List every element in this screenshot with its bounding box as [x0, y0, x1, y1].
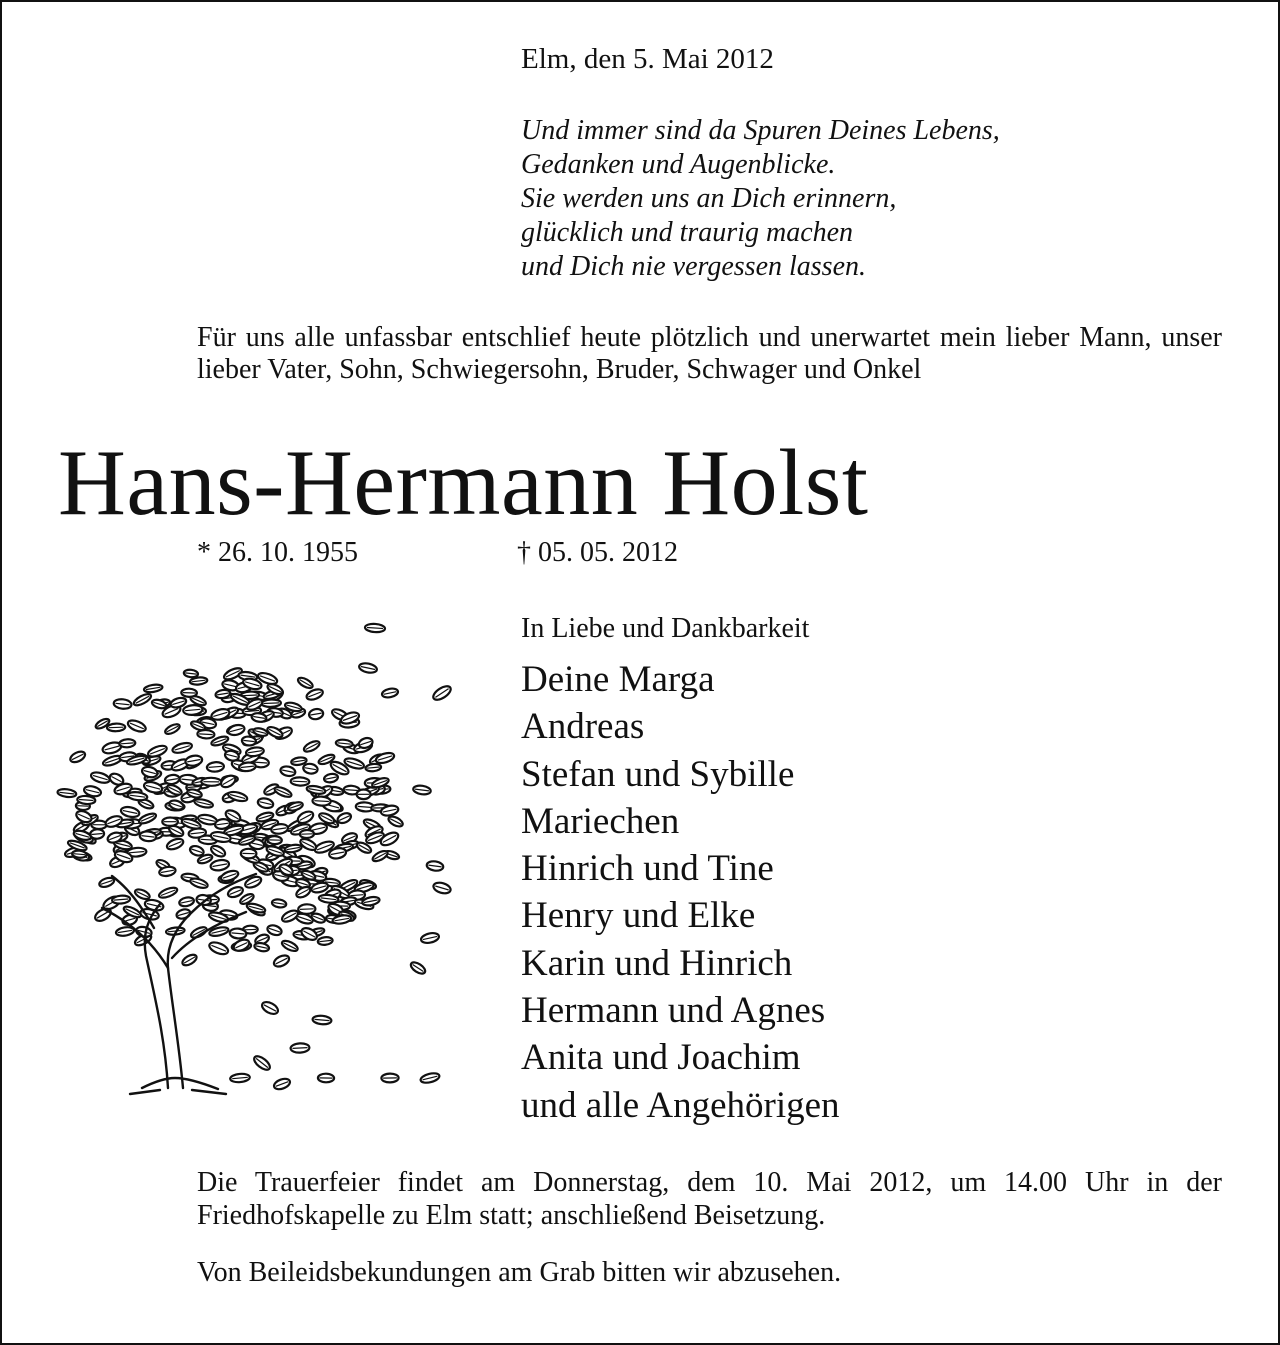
mourner-name: und alle Angehörigen [521, 1084, 840, 1126]
mourner-name: Hinrich und Tine [521, 848, 774, 890]
mourner-name: Stefan und Sybille [521, 753, 795, 795]
mourner-name: Anita und Joachim [521, 1037, 801, 1079]
death-date: † 05. 05. 2012 [517, 537, 678, 568]
mourner-name: Henry und Elke [521, 895, 756, 937]
mourner-name: Hermann und Agnes [521, 990, 826, 1032]
place-date: Elm, den 5. Mai 2012 [521, 43, 774, 75]
deceased-name: Hans-Hermann Holst [58, 431, 869, 535]
poem [521, 114, 1000, 284]
mourner-name: Deine Marga [521, 659, 715, 700]
dedication-line: In Liebe und Dankbarkeit [521, 613, 810, 644]
poem-line: und Dich nie vergessen lassen. [521, 251, 866, 282]
mourner-name: Karin und Hinrich [521, 942, 793, 984]
mourner-name: Andreas [521, 706, 645, 748]
mourner-name: Mariechen [521, 800, 680, 842]
funeral-service-info: Die Trauerfeier findet am Donnerstag, dem 10. Mai 2012, um 14.00 Uhr in der Friedhofskapelle zu Elm statt; anschließend Beisetzung. [197, 1167, 1222, 1231]
intro-text: Für uns alle unfassbar entschlief heute plötzlich und unerwartet mein lieber Mann, unser lieber Vater, Sohn, Schwiegersohn, Bruder, Schwager und Onkel [197, 322, 1222, 385]
mourners-list [521, 656, 840, 1129]
condolence-note: Von Beileidsbekundungen am Grab bitten wir abzusehen. [197, 1257, 842, 1288]
poem-line: Sie werden uns an Dich erinnern, [521, 183, 897, 214]
poem-line: glücklich und traurig machen [521, 217, 854, 248]
windblown-tree-icon [50, 608, 470, 1113]
birth-date: * 26. 10. 1955 [197, 537, 358, 568]
poem-line: Und immer sind da Spuren Deines Lebens, [521, 115, 1000, 146]
poem-line: Gedanken und Augenblicke. [521, 149, 836, 180]
